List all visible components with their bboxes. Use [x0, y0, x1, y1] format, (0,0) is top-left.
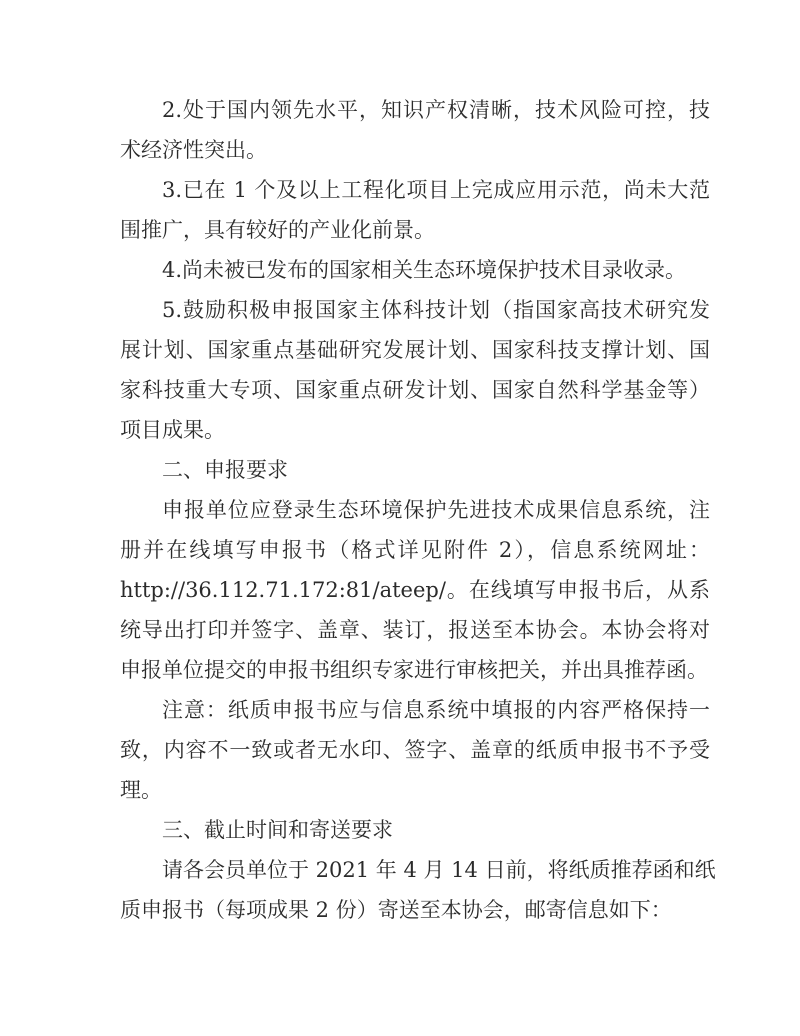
text-line: 统导出打印并签字、盖章、装订，报送至本协会。本协会将对 — [120, 618, 710, 642]
text-line: 围推广，具有较好的产业化前景。 — [120, 218, 435, 242]
paragraph-section-heading — [120, 810, 710, 850]
text-line: 展计划、国家重点基础研究发展计划、国家科技支撑计划、国 — [120, 338, 710, 362]
text-line: 注意：纸质申报书应与信息系统中填报的内容严格保持一 — [162, 698, 710, 722]
text-line: 5.鼓励积极申报国家主体科技计划（指国家高技术研究发 — [162, 298, 710, 322]
text-line: 质申报书（每项成果 2 份）寄送至本协会，邮寄信息如下： — [120, 898, 672, 922]
text-line: 4.尚未被已发布的国家相关生态环境保护技术目录收录。 — [162, 258, 687, 282]
text-line: 家科技重大专项、国家重点研发计划、国家自然科学基金等） — [120, 378, 710, 402]
text-line: 申报单位应登录生态环境保护先进技术成果信息系统，注 — [162, 498, 710, 522]
paragraph-numbered-item — [120, 170, 710, 250]
text-line: 3.已在 1 个及以上工程化项目上完成应用示范，尚未大范 — [162, 178, 710, 202]
text-line: 三、截止时间和寄送要求 — [162, 818, 393, 842]
text-line: 申报单位提交的申报书组织专家进行审核把关，并出具推荐函。 — [120, 658, 708, 682]
paragraph-body-paragraph — [120, 850, 716, 930]
paragraph-numbered-item — [120, 290, 710, 450]
paragraph-numbered-item — [120, 250, 710, 290]
document-body — [120, 90, 716, 930]
text-line: 项目成果。 — [120, 418, 225, 442]
text-line: 2.处于国内领先水平，知识产权清晰，技术风险可控，技 — [162, 98, 710, 122]
text-line: http://36.112.71.172:81/ateep/。在线填写申报书后，从系 — [120, 578, 710, 602]
paragraph-body-paragraph — [120, 690, 710, 810]
text-line: 致，内容不一致或者无水印、签字、盖章的纸质申报书不予受 — [120, 738, 710, 762]
paragraph-section-heading — [120, 450, 710, 490]
text-line: 册并在线填写申报书（格式详见附件 2），信息系统网址： — [120, 538, 710, 562]
text-line: 理。 — [120, 778, 162, 802]
text-line: 术经济性突出。 — [120, 138, 267, 162]
text-line: 请各会员单位于 2021 年 4 月 14 日前，将纸质推荐函和纸 — [162, 858, 716, 882]
paragraph-body-paragraph — [120, 490, 710, 690]
text-line: 二、申报要求 — [162, 458, 288, 482]
paragraph-numbered-item — [120, 90, 710, 170]
